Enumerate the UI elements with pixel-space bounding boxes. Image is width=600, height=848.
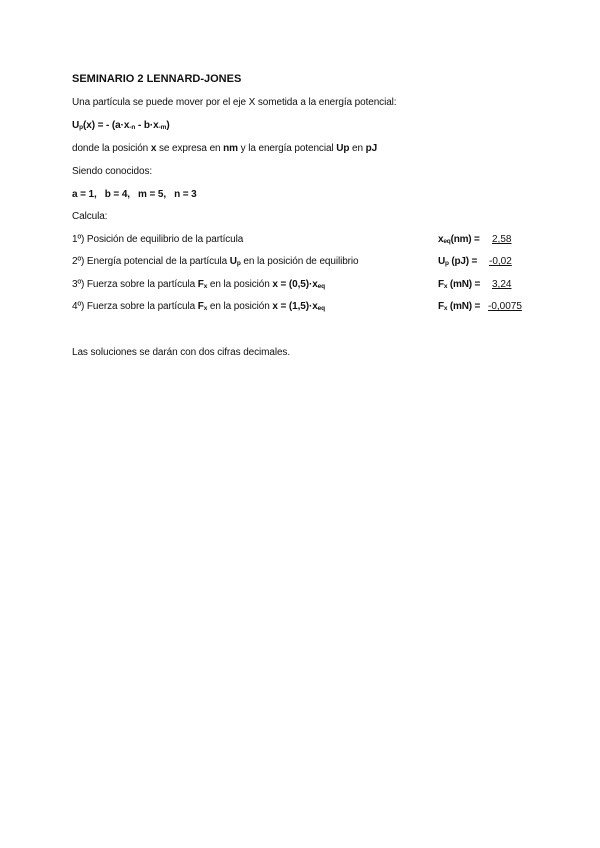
answer-2-label-rest: (pJ) =	[448, 256, 478, 267]
answer-3-label-main: F	[438, 279, 444, 290]
question-2-symbol: U	[229, 256, 237, 267]
answer-2-value: -0,02	[489, 256, 512, 267]
units-line	[72, 143, 377, 155]
units-x: x	[150, 143, 157, 154]
formula-close: )	[166, 120, 170, 131]
answer-3-label-sub: x	[443, 283, 448, 290]
question-3-position-sub: eq	[317, 283, 326, 290]
answer-4-value: -0,0075	[488, 301, 522, 312]
formula-lhs-sub: p	[79, 124, 83, 131]
answer-1-label-sub: eq	[443, 238, 451, 245]
answer-4-label-sub: x	[443, 305, 448, 312]
question-4-position-sub: eq	[317, 305, 326, 312]
answer-1-label	[438, 234, 480, 246]
question-4	[72, 301, 325, 313]
question-3-position: x = (0,5)·x	[272, 279, 318, 290]
answer-2-label-sub: p	[445, 260, 449, 267]
question-2-text-2: en la posición de equilibrio	[240, 256, 359, 267]
question-2	[72, 256, 358, 268]
known-label: Siendo conocidos:	[72, 166, 153, 177]
formula-lhs: U	[72, 120, 80, 131]
units-text-2: se expresa en	[156, 143, 224, 154]
units-up: Up	[336, 143, 350, 154]
potential-formula	[72, 120, 170, 132]
question-3-symbol-sub: x	[203, 283, 208, 290]
formula-lhs-arg: (x)	[83, 120, 95, 131]
answer-1-value: 2,58	[492, 234, 512, 245]
answer-2-label-main: U	[438, 256, 446, 267]
answer-1-label-rest: (nm) =	[450, 234, 480, 245]
formula-mid: - b·x	[137, 120, 159, 131]
question-4-text-1: 4º) Fuerza sobre la partícula	[72, 301, 198, 312]
answer-4-label-main: F	[438, 301, 444, 312]
answer-3-value: 3,24	[492, 279, 512, 290]
answer-4-label	[438, 301, 480, 313]
formula-exp2: -m	[158, 124, 167, 131]
formula-exp1: -n	[129, 124, 136, 131]
document-title: SEMINARIO 2 LENNARD-JONES	[72, 73, 242, 85]
question-4-symbol: F	[197, 301, 204, 312]
answer-3-label-rest: (mN) =	[447, 279, 481, 290]
calc-label: Calcula:	[72, 211, 108, 222]
answer-2-label	[438, 256, 477, 268]
question-1	[72, 234, 243, 246]
question-1-text: 1º) Posición de equilibrio de la partícula	[72, 234, 244, 245]
question-2-symbol-sub: p	[236, 260, 241, 267]
question-3	[72, 279, 325, 291]
formula-eq: = - (a·x	[97, 120, 130, 131]
question-3-text-1: 3º) Fuerza sobre la partícula	[72, 279, 198, 290]
question-4-symbol-sub: x	[203, 305, 208, 312]
units-pj: pJ	[365, 143, 378, 154]
answer-4-label-rest: (mN) =	[447, 301, 481, 312]
question-3-symbol: F	[197, 279, 204, 290]
answer-1-label-main: x	[438, 234, 444, 245]
question-3-text-2: en la posición	[207, 279, 273, 290]
units-text-4: en	[349, 143, 366, 154]
answer-3-label	[438, 279, 480, 291]
known-values: a = 1, b = 4, m = 5, n = 3	[72, 189, 197, 200]
question-4-text-2: en la posición	[207, 301, 273, 312]
units-nm: nm	[223, 143, 238, 154]
question-2-text-1: 2º) Energía potencial de la partícula	[72, 256, 230, 267]
question-4-position: x = (1,5)·x	[272, 301, 318, 312]
footer-note: Las soluciones se darán con dos cifras decimales.	[72, 347, 290, 358]
units-text-3: y la energía potencial	[237, 143, 337, 154]
intro-text: Una partícula se puede mover por el eje X sometida a la energía potencial:	[72, 97, 397, 108]
units-text-1: donde la posición	[72, 143, 151, 154]
